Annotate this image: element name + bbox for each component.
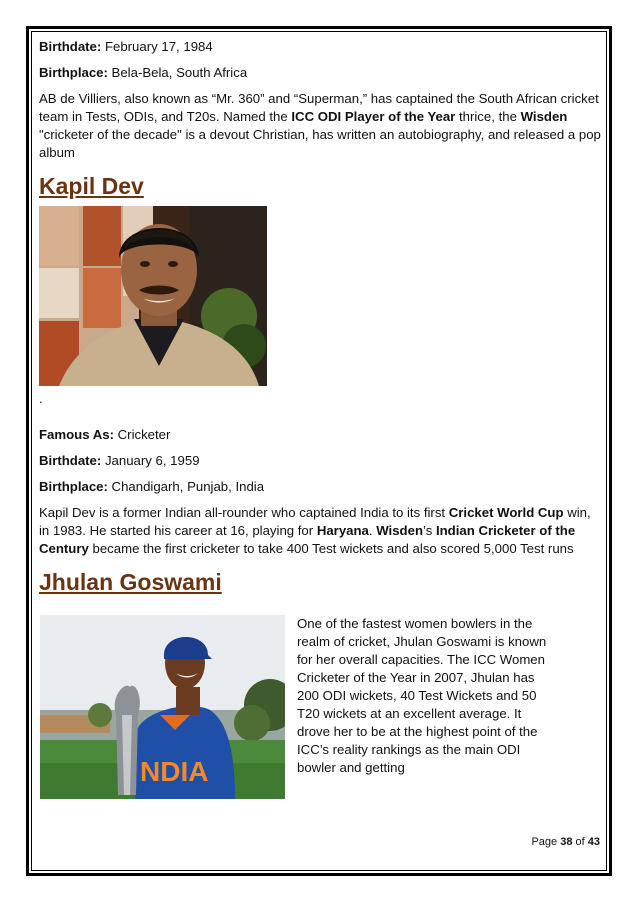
kapil-birthplace: Birthplace: Chandigarh, Punjab, India: [39, 479, 265, 494]
kapil-birthdate: Birthdate: January 6, 1959: [39, 453, 200, 468]
kapil-dev-photo: [39, 206, 267, 386]
kapil-description: Kapil Dev is a former Indian all-rounder who captained India to its first Cricket World Cup win, in 1983. He started his career at 16, playing for Haryana. Wisden’s Indian Cricketer of the Century became the first cricketer to take 400 Test wickets and also scored 5,000 Test runs: [39, 505, 591, 556]
page-content: [39, 36, 601, 815]
abd-description: AB de Villiers, also known as “Mr. 360” and “Superman,” has captained the South African cricket team in Tests, ODIs, and T20s. Named the ICC ODI Player of the Year thrice, the Wisden "cricketer of the decade" is a devout Christian, has written an autobiography, and released a pop album: [39, 91, 601, 160]
jhulan-goswami-heading: Jhulan Goswami: [39, 569, 222, 595]
kapil-dev-heading: Kapil Dev: [39, 173, 144, 199]
jhulan-description: One of the fastest women bowlers in the realm of cricket, Jhulan Goswami is known for her overall capacities. The ICC Women Cricketer of the Year in 2007, Jhulan has 200 ODI wickets, 40 Test Wickets and 50 T20 wickets at an excellent average. It drove her to be at the highest point of the ICC’s reality rankings as the main ODI bowler and getting: [297, 616, 547, 775]
page-footer: Page 38 of 43: [531, 836, 600, 848]
jhulan-section: [39, 615, 601, 815]
abd-birthdate: Birthdate: February 17, 1984: [39, 39, 213, 54]
kapil-dot: .: [39, 391, 43, 406]
jersey-text: NDIA: [140, 756, 209, 787]
abd-birthplace: Birthplace: Bela-Bela, South Africa: [39, 65, 248, 80]
jhulan-goswami-photo: [40, 615, 285, 799]
kapil-famous-as: Famous As: Cricketer: [39, 427, 171, 442]
